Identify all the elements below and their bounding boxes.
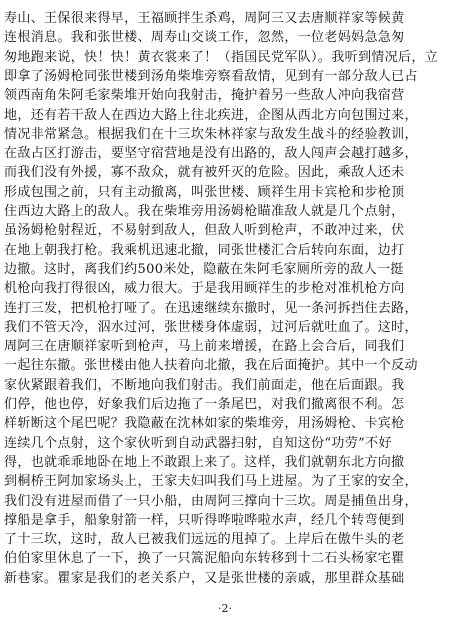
text-line: 情况非常紧急。根据我们在十三坎朱林祥家与敌发生战斗的经验教训， [4, 126, 418, 142]
text-line: 家伙紧跟着我们，不断地向我们射击。我们前面走，他在后面跟。我 [4, 377, 405, 393]
text-line: 地，还有若干敌人在西边大路上往北疾进，企图从西北方向包围过来， [4, 107, 418, 123]
text-line: 即拿了汤姆枪同张世楼到汤角柴堆旁察看敌情，见到有一部分敌人已占 [4, 68, 418, 84]
text-line: 机枪向我打得很凶，威力很大。于是我用顾祥生的步枪对准机枪方向 [4, 281, 405, 297]
text-line: 伯伯家里休息了一下，换了一只篙泥船向东转移到十二石头杨家宅瞿 [4, 551, 405, 567]
text-line: 一起往东撤。张世楼由他人扶着向北撤，我在后面掩护。其中一个反动 [4, 358, 418, 374]
text-line: 在地上朝我打枪。我乘机迅速北撤，同张世楼汇合后转向东面，边打 [4, 242, 405, 258]
text-line: 到桐桥王阿加家场头上，王家夫妇叫我们马上进屋。为了王家的安全， [4, 474, 418, 490]
text-line: 们停，他也停，好象我们后边拖了一条尾巴，对我们撤离很不利。怎 [4, 397, 405, 412]
text-line: 连续几个点射，这个家伙听到自动武器扫射，自知这份“功劳”不好 [4, 435, 392, 451]
text-line: 边撤。这时，离我们约500米处，隐蔽在朱阿毛家厕所旁的敌人一挺 [4, 261, 404, 277]
text-line: 撑船是拿手，船象射箭一样，只听得哗啦哗啦水声，经几个转弯便到 [4, 512, 405, 528]
text-line: 而我们没有外援，寡不敌众，就有被歼灭的危险。因此，乘敌人还未 [4, 165, 405, 181]
text-line: 领西南角朱阿毛家柴堆开始向我射击，掩护着另一些敌人冲向我宿营 [4, 88, 405, 104]
text-line: 在敌占区打游击，要坚守宿营地是没有出路的，敌人闯声会越打越多， [4, 146, 418, 162]
text-line: 得，也就乖乖地卧在地上不敢跟上来了。这样，我们就朝东北方向撤 [4, 454, 405, 470]
text-line: 我们不管天冷，泅水过河，张世楼身体虚弱，过河后就吐血了。这时， [4, 319, 418, 335]
text-line: 连打三发，把机枪打哑了。在迅速继续东撤时，见一条河拆挡住去路， [4, 300, 418, 316]
text-line: 新巷家。瞿家是我们的老关系户，又是张世楼的亲戚，那里群众基础 [4, 570, 405, 586]
text-line: 我们没有进屋而借了一只小船，由周阿三撑向十三坎。周是捕鱼出身， [4, 493, 418, 509]
text-line: 匆地跑来说，快！快！黄衣裳来了！（指国民党军队）。我听到情况后，立 [4, 49, 439, 65]
page-number: ·2· [218, 602, 232, 615]
text-line: 形成包围之前，只有主动撤离，叫张世楼、顾祥生用卡宾枪和步枪顶 [4, 184, 405, 200]
text-line: 周阿三在唐顺祥家听到枪声，马上前来增援，在路上会合后，同我们 [4, 339, 405, 355]
text-line: 样斩断这个尾巴呢？我隐蔽在沈林如家的柴堆旁，用汤姆枪、卡宾枪 [4, 416, 405, 432]
text-line: 连根消息。我和张世楼、周寿山交谈工作，忽然，一位老妈妈急急匆 [4, 30, 405, 46]
text-line: 寿山、王保很来得早，王福顾拌生杀鸡，周阿三又去唐顺祥家等候黄 [4, 11, 405, 26]
text-line: 虽汤姆枪射程近，不易射到敌人，但敌人听到枪声，不敢冲过来，伏 [4, 223, 405, 239]
text-line: 了十三坎，这时，敌人已被我们远远的甩掉了。上岸后在傲牛头的老 [4, 532, 405, 548]
text-line: 住西边大路上的敌人。我在柴堆旁用汤姆枪瞄准敌人就是几个点射， [4, 204, 405, 219]
